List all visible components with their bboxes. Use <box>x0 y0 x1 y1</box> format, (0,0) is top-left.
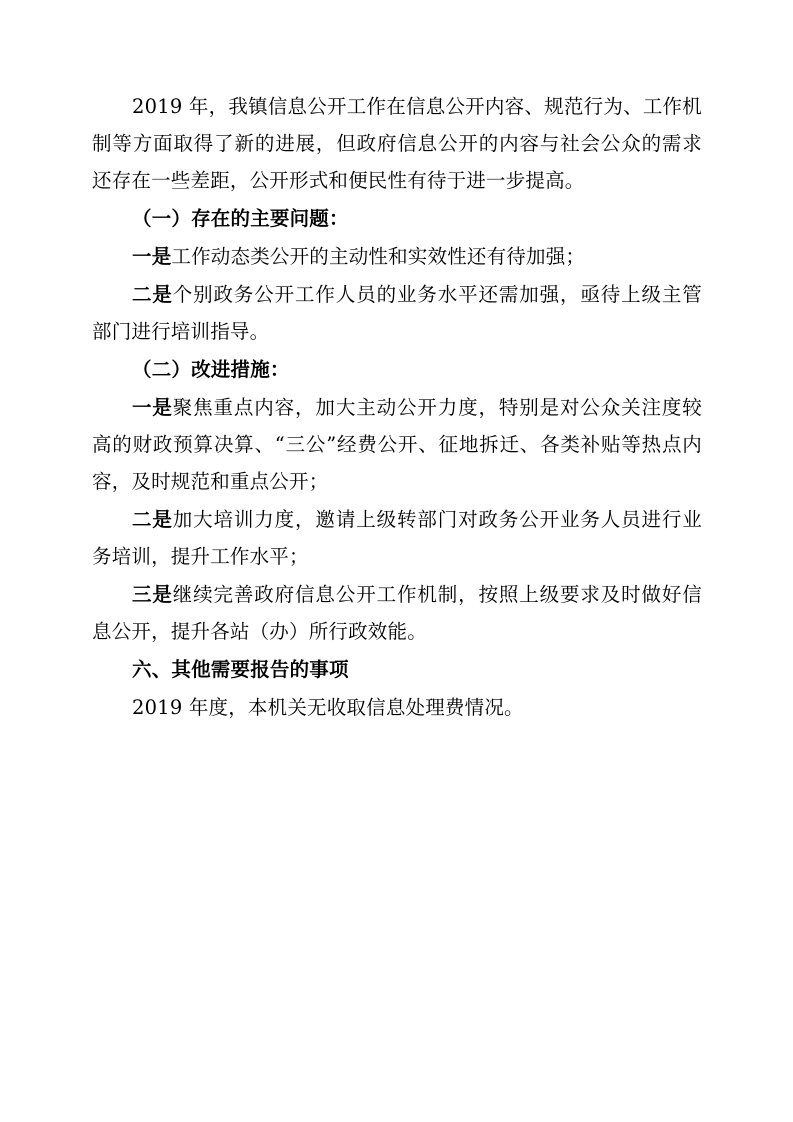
paragraph-measure-three <box>92 576 702 650</box>
paragraph-measure-one-text: 聚焦重点内容，加大主动公开力度，特别是对公众关注度较高的财政预算决算、“三公”经费公开、征地拆迁、各类补贴等热点内容，及时规范和重点公开； <box>92 396 702 493</box>
paragraph-measure-one-lead: 一是 <box>132 396 173 419</box>
heading-improvement-measures: （二）改进措施： <box>132 358 290 381</box>
paragraph-problem-two-text: 个别政务公开工作人员的业务水平还需加强，亟待上级主管部门进行培训指导。 <box>92 283 702 343</box>
document-body <box>92 88 702 727</box>
paragraph-other-matters-body: 2019 年度，本机关无收取信息处理费情况。 <box>132 696 524 719</box>
paragraph-measure-three-lead: 三是 <box>132 583 173 606</box>
paragraph-measure-two-lead: 二是 <box>132 508 173 531</box>
heading-main-problems: （一）存在的主要问题： <box>132 207 349 230</box>
paragraph-problem-one <box>92 238 702 275</box>
paragraph-measure-two-text: 加大培训力度，邀请上级转部门对政务公开业务人员进行业务培训，提升工作水平； <box>92 508 702 568</box>
paragraph-problem-one-lead: 一是 <box>132 245 172 268</box>
paragraph-problem-two-lead: 二是 <box>132 283 173 306</box>
paragraph-measure-three-text: 继续完善政府信息公开工作机制，按照上级要求及时做好信息公开，提升各站（办）所行政效能。 <box>92 583 702 643</box>
paragraph-problem-one-text: 工作动态类公开的主动性和实效性还有待加强； <box>171 245 586 268</box>
paragraph-intro: 2019 年，我镇信息公开工作在信息公开内容、规范行为、工作机制等方面取得了新的进展，但政府信息公开的内容与社会公众的需求还存在一些差距，公开形式和便民性有待于进一步提高。 <box>92 95 702 192</box>
paragraph-problem-two <box>92 276 702 350</box>
paragraph-measure-one <box>92 389 702 500</box>
paragraph-measure-two <box>92 501 702 575</box>
heading-other-matters: 六、其他需要报告的事项 <box>132 658 349 681</box>
